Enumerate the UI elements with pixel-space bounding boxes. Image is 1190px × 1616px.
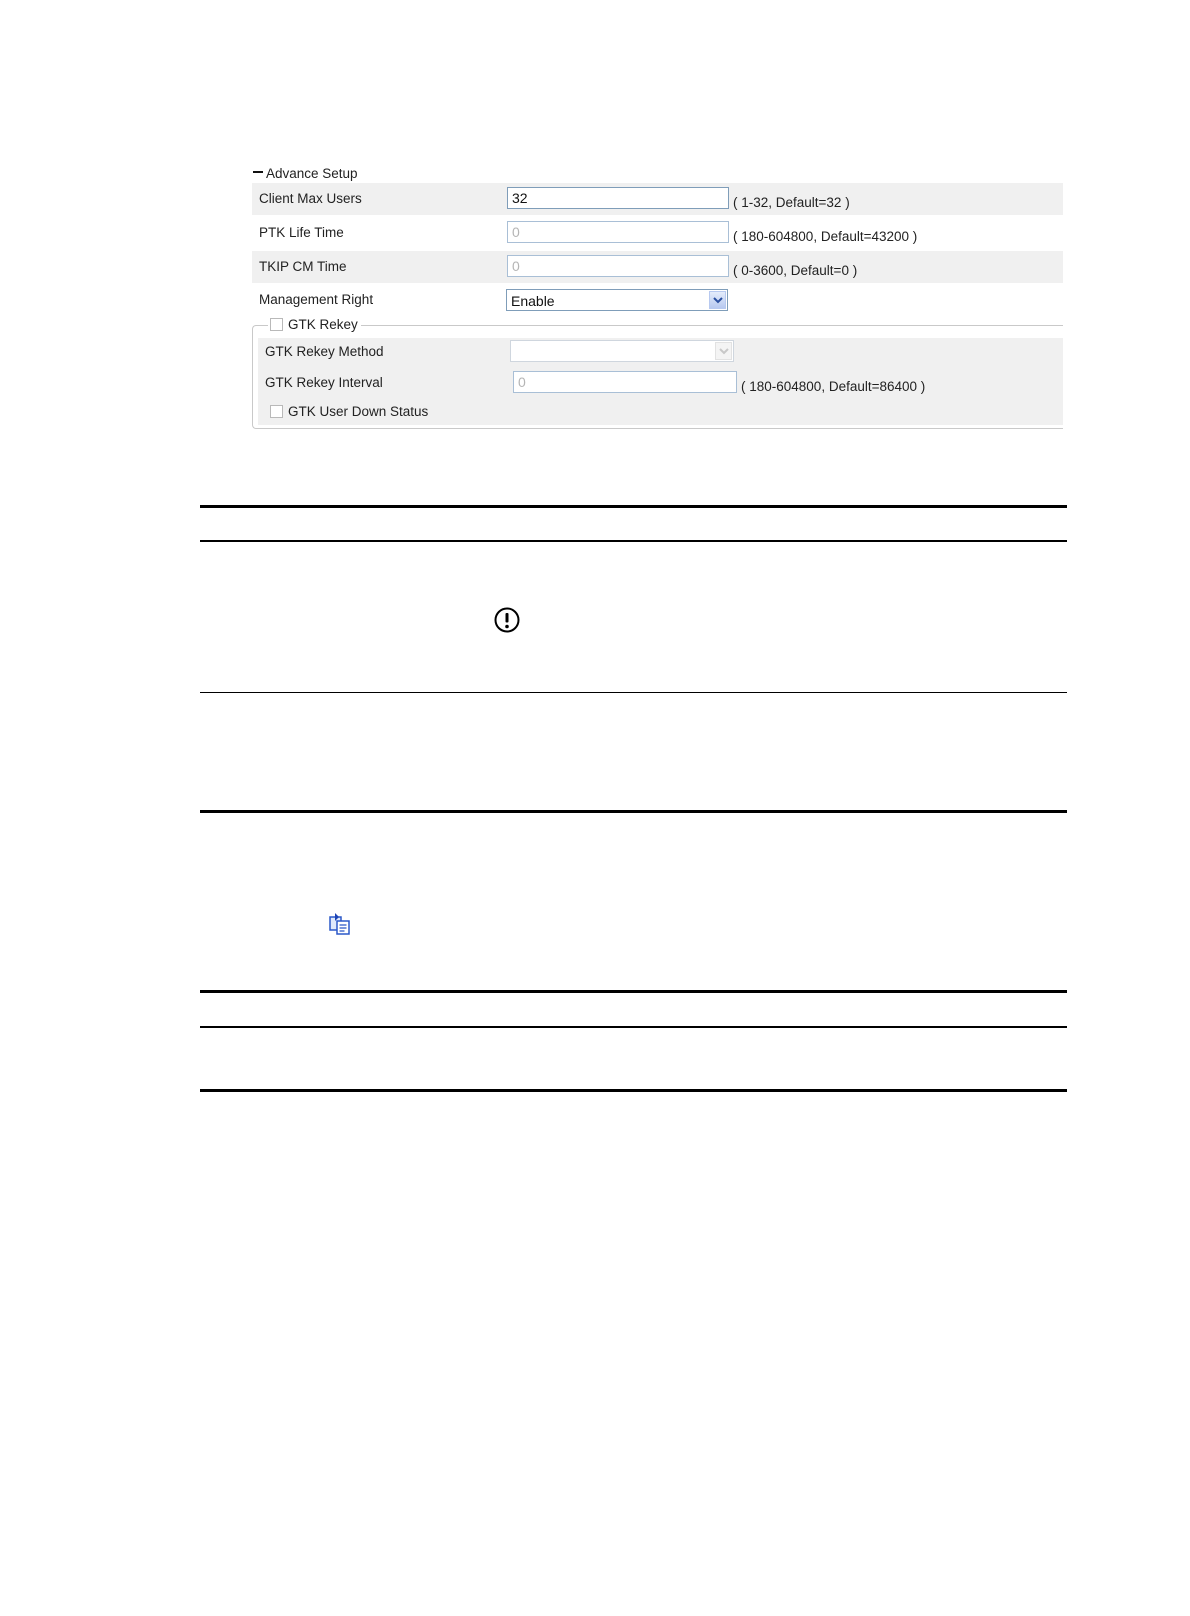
ptk-life-time-hint: ( 180-604800, Default=43200 ) [733,229,918,244]
gtk-rekey-label: GTK Rekey [288,317,358,332]
tkip-cm-time-label: TKIP CM Time [259,259,347,274]
chevron-down-icon[interactable] [715,342,732,360]
gtk-user-down-status-row [258,400,1063,425]
advance-setup-header[interactable] [253,166,358,181]
ptk-life-time-row [252,217,1063,249]
gtk-rekey-interval-hint: ( 180-604800, Default=86400 ) [741,379,926,394]
table-row-rule [200,692,1067,693]
exclamation-circle-icon [494,607,520,633]
advance-setup-title: Advance Setup [266,166,358,181]
table-bottom-rule [200,810,1067,813]
management-right-select[interactable] [506,289,728,311]
client-max-users-label: Client Max Users [259,191,362,206]
table2-top-rule [200,990,1067,993]
client-max-users-row [252,183,1063,215]
gtk-rekey-checkbox[interactable] [270,318,283,331]
gtk-rekey-method-label: GTK Rekey Method [265,344,384,359]
tkip-cm-time-row [252,251,1063,283]
gtk-rekey-legend[interactable] [268,317,361,332]
management-right-row [252,285,1063,315]
gtk-user-down-status-checkbox[interactable] [270,405,283,418]
gtk-rekey-interval-input[interactable] [513,371,737,393]
gtk-rekey-method-row [258,338,1063,368]
copy-documents-icon[interactable] [328,912,352,936]
gtk-rekey-method-select[interactable] [510,340,734,362]
tkip-cm-time-input[interactable] [507,255,729,277]
gtk-user-down-status-label: GTK User Down Status [288,404,429,419]
management-right-selected: Enable [511,293,555,309]
client-max-users-hint: ( 1-32, Default=32 ) [733,195,850,210]
gtk-rekey-interval-row [258,368,1063,400]
management-right-label: Management Right [259,292,374,307]
table-header-rule [200,540,1067,542]
gtk-user-down-status-control[interactable] [270,404,428,419]
collapse-minus-icon[interactable] [253,171,263,173]
tkip-cm-time-hint: ( 0-3600, Default=0 ) [733,263,858,278]
ptk-life-time-input[interactable] [507,221,729,243]
gtk-rekey-interval-label: GTK Rekey Interval [265,375,383,390]
table-top-rule [200,505,1067,508]
table2-bottom-rule [200,1089,1067,1092]
client-max-users-input[interactable] [507,187,729,209]
ptk-life-time-label: PTK Life Time [259,225,344,240]
chevron-down-icon[interactable] [709,291,726,309]
table2-header-rule [200,1026,1067,1028]
